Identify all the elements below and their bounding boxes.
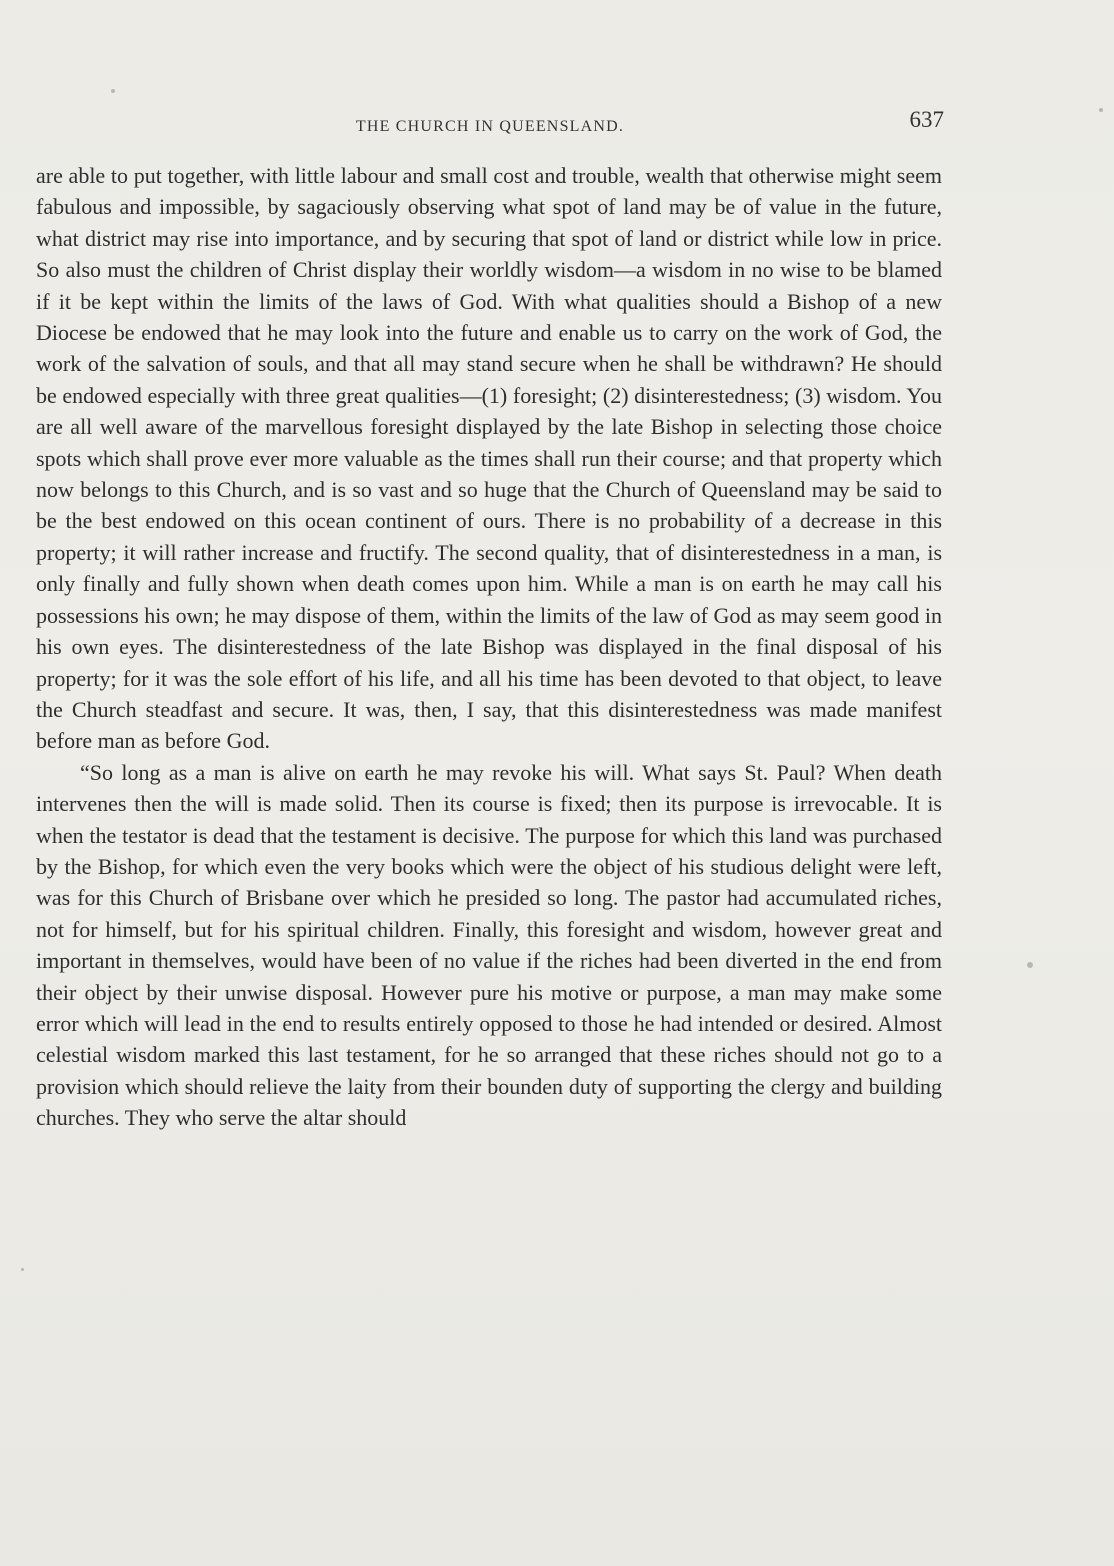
paper-speck (111, 89, 115, 93)
running-title: THE CHURCH IN QUEENSLAND. (355, 118, 625, 135)
running-head (36, 104, 944, 144)
paper-speck (21, 1268, 24, 1271)
paragraph-2: “So long as a man is alive on earth he may revoke his will. What says St. Paul? When death intervenes then the will is made solid. Then its course is fixed; then its purpose is irrevocable. It is when the testator is dead that the testament is decisive. The purpose for which this land was purchased by the Bishop, for which even the very books which were the object of his studious delight were left, was for this Church of Brisbane over which he presided so long. The pastor had accumulated riches, not for himself, but for his spiritual children. Finally, this foresight and wisdom, however great and important in themselves, would have been of no value if the riches had been diverted in the end from their object by their unwise disposal. However pure his motive or purpose, a man may make some error which will lead in the end to results entirely opposed to those he had intended or desired. Almost celestial wisdom marked this last testament, for he so arranged that these riches should not go to a provision which should relieve the laity from their bounden duty of supporting the clergy and building churches. They who serve the altar should (36, 759, 942, 1131)
paper-speck (1099, 108, 1103, 112)
page-number: 637 (909, 107, 944, 132)
paragraph-1: are able to put together, with little labour and small cost and trouble, wealth that otherwise might seem fabulous and impossible, by sagaciously observing what spot of land may be of value in the future, what district may rise into importance, and by securing that spot of land or district while low in price. So also must the children of Christ display their worldly wisdom—a wisdom in no wise to be blamed if it be kept within the limits of the laws of God. With what qualities should a Bishop of a new Diocese be endowed that he may look into the future and enable us to carry on the work of God, the work of the salvation of souls, and that all may stand secure when he shall be withdrawn? He should be endowed especially with three great qualities—(1) foresight; (2) disinterestedness; (3) wisdom. You are all well aware of the marvellous foresight displayed by the late Bishop in selecting those choice spots which shall prove ever more valuable as the times shall run their course; and that property which now belongs to this Church, and is so vast and so huge that the Church of Queensland may be said to be the best endowed on this ocean continent of ours. There is no probability of a decrease in this property; it will rather increase and fructify. The second quality, that of disinterestedness in a man, is only finally and fully shown when death comes upon him. While a man is on earth he may call his possessions his own; he may dispose of them, within the limits of the law of God as may seem good in his own eyes. The disinterestedness of the late Bishop was displayed in the final disposal of his property; for it was the sole effort of his life, and all his time has been devoted to that object, to leave the Church steadfast and secure. It was, then, I say, that this disinterestedness was made manifest before man as before God. (36, 163, 942, 754)
body-text (36, 160, 942, 1134)
paper-speck (1027, 962, 1033, 968)
